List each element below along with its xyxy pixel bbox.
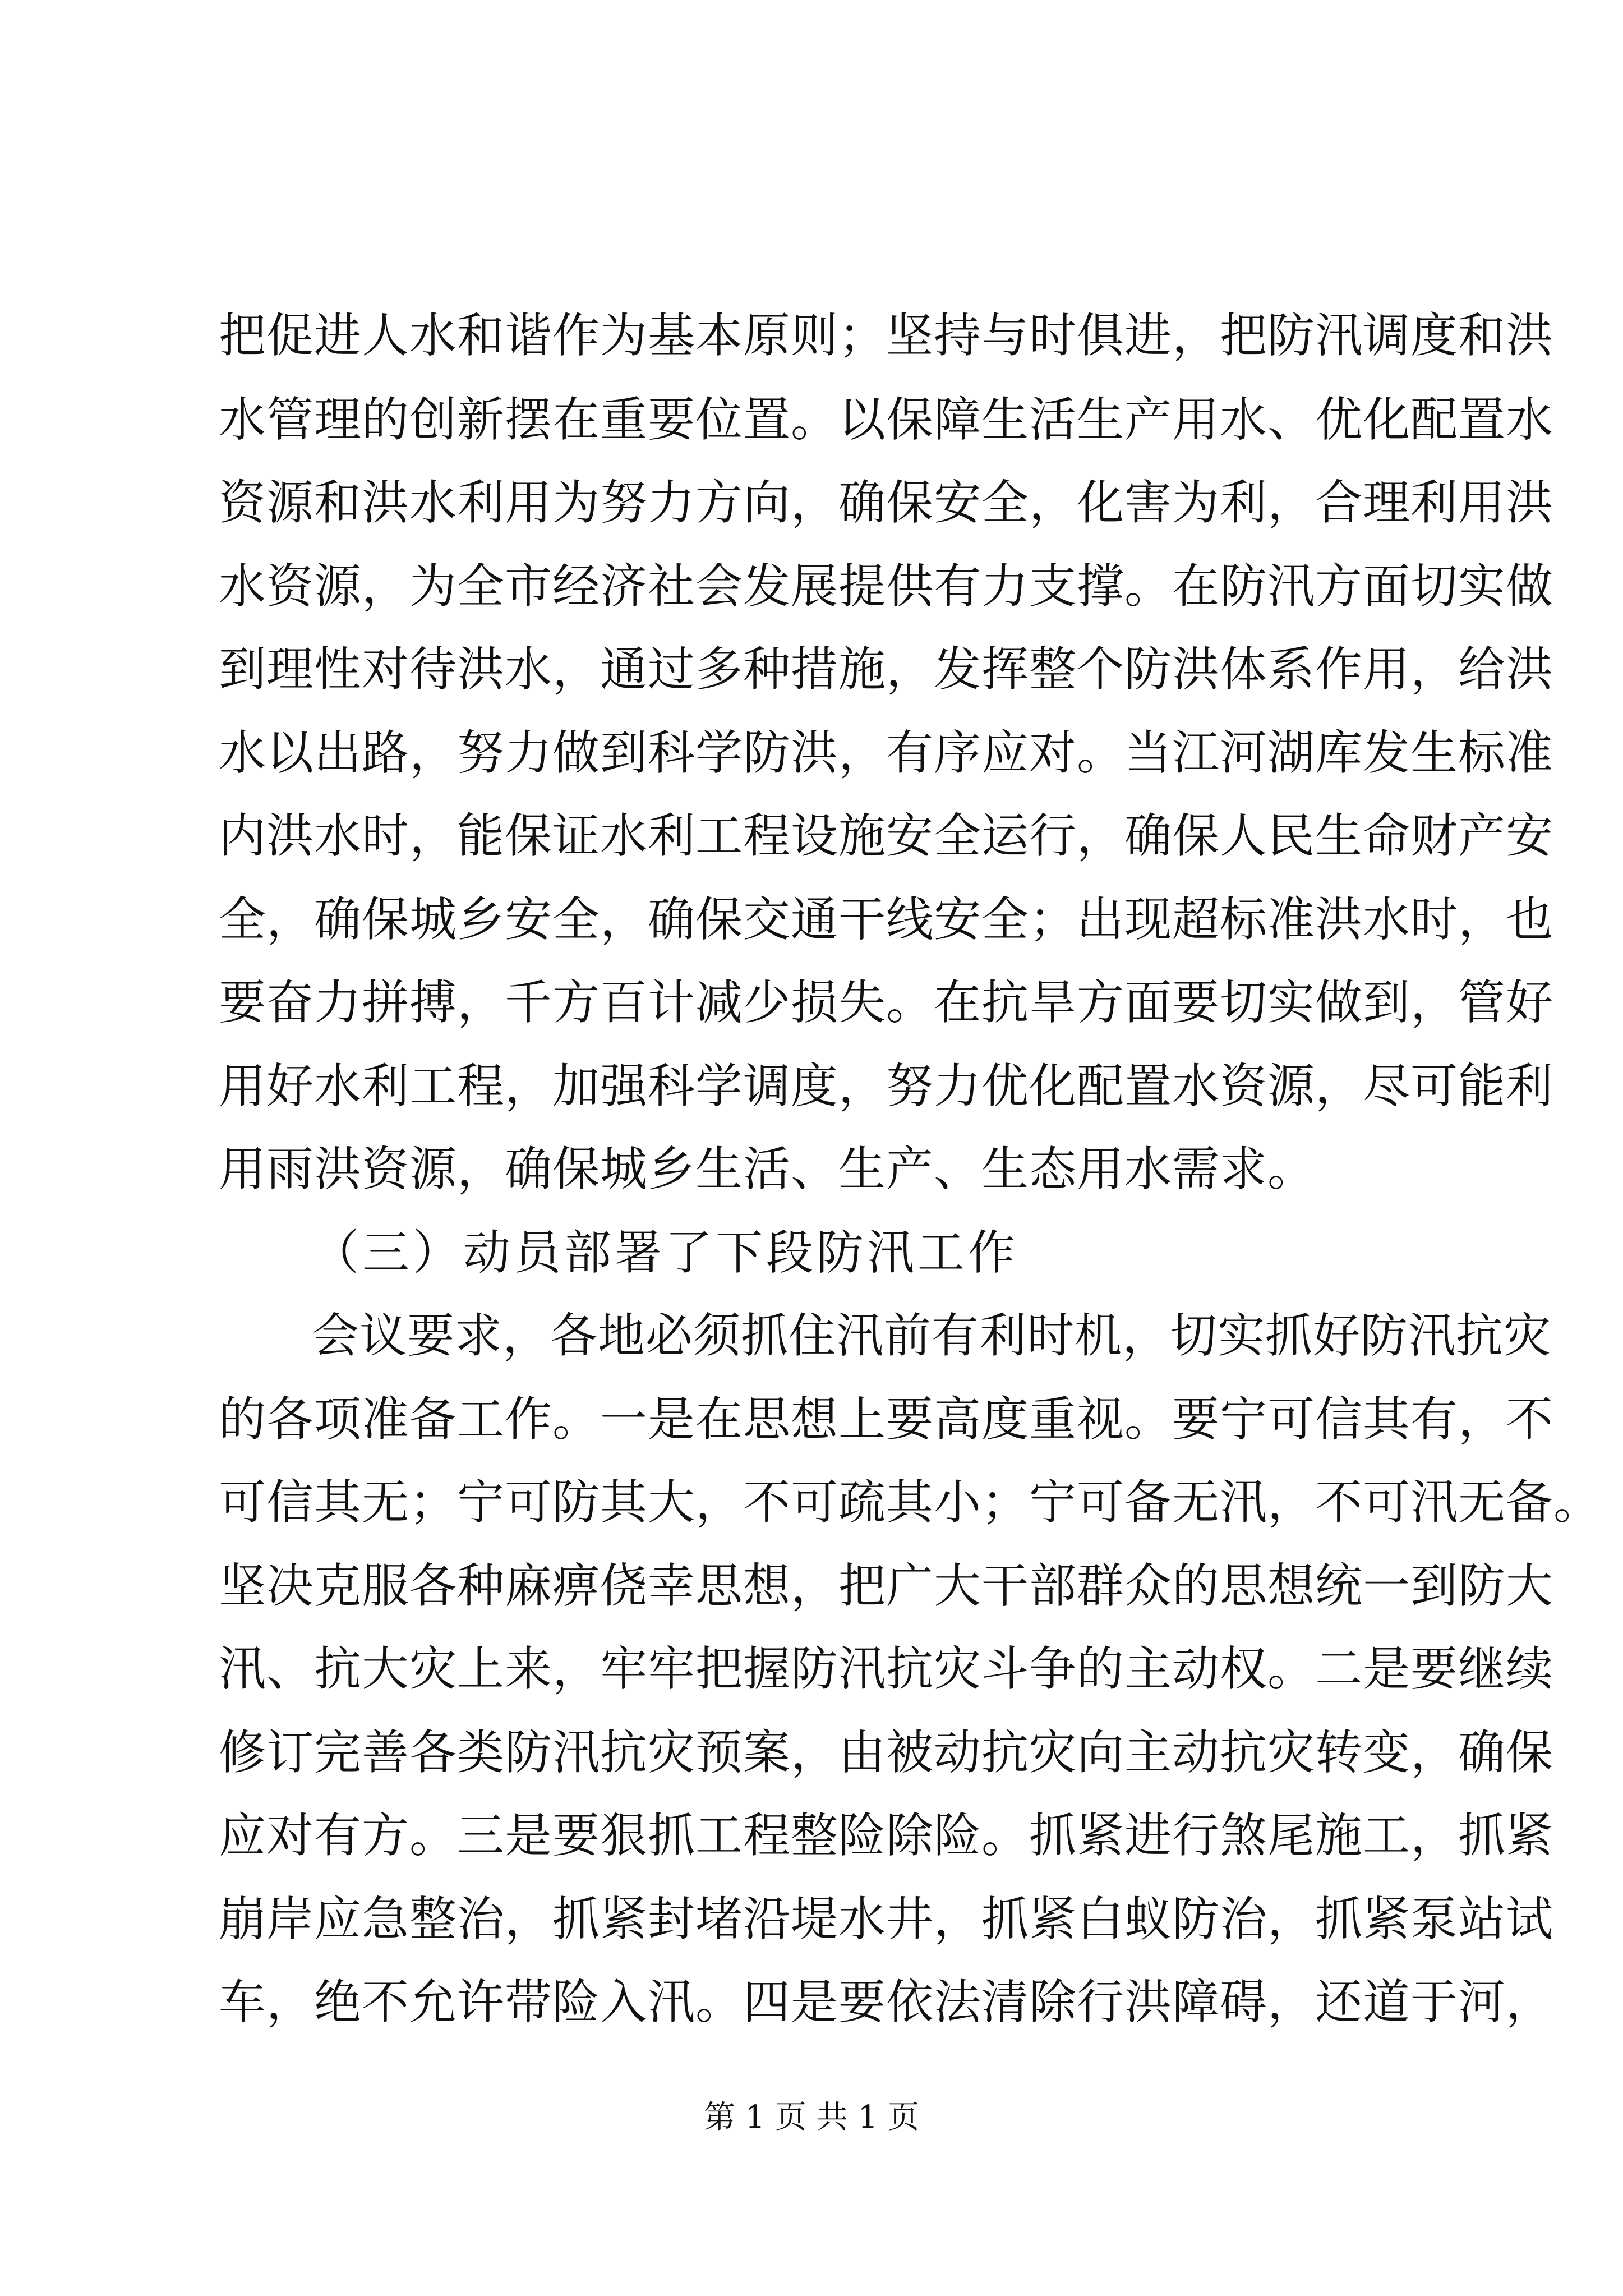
paragraph-line: 用好水利工程，加强科学调度，努力优化配置水资源，尽可能利 bbox=[219, 1059, 1554, 1114]
paragraph-line: 可信其无；宁可防其大，不可疏其小；宁可备无汛，不可汛无备。 bbox=[219, 1475, 1602, 1530]
paragraph-line: 会议要求，各地必须抓住汛前有利时机，切实抓好防汛抗灾 bbox=[312, 1308, 1552, 1363]
paragraph-line: 全，确保城乡安全，确保交通干线安全；出现超标准洪水时，也 bbox=[219, 892, 1554, 947]
paragraph-line: 水资源，为全市经济社会发展提供有力支撑。在防汛方面切实做 bbox=[219, 559, 1554, 614]
paragraph-line: 坚决克服各种麻痹侥幸思想，把广大干部群众的思想统一到防大 bbox=[219, 1558, 1554, 1613]
paragraph-line: 把促进人水和谐作为基本原则；坚持与时俱进，把防汛调度和洪 bbox=[219, 308, 1554, 363]
paragraph-line: 的各项准备工作。一是在思想上要高度重视。要宁可信其有，不 bbox=[219, 1392, 1554, 1447]
page-number-footer: 第 1 页 共 1 页 bbox=[703, 2099, 920, 2136]
paragraph-line: 车，绝不允许带险入汛。四是要依法清除行洪障碍，还道于河， bbox=[219, 1975, 1554, 2030]
section-heading: （三）动员部署了下段防汛工作 bbox=[312, 1225, 1019, 1280]
paragraph-line: 崩岸应急整治，抓紧封堵沿堤水井，抓紧白蚁防治，抓紧泵站试 bbox=[219, 1892, 1554, 1947]
paragraph-line: 水以出路，努力做到科学防洪，有序应对。当江河湖库发生标准 bbox=[219, 725, 1554, 780]
paragraph-line: 用雨洪资源，确保城乡生活、生产、生态用水需求。 bbox=[219, 1142, 1316, 1197]
paragraph-line: 汛、抗大灾上来，牢牢把握防汛抗灾斗争的主动权。二是要继续 bbox=[219, 1641, 1554, 1696]
paragraph-line: 修订完善各类防汛抗灾预案，由被动抗灾向主动抗灾转变，确保 bbox=[219, 1725, 1554, 1780]
paragraph-line: 资源和洪水利用为努力方向，确保安全，化害为利，合理利用洪 bbox=[219, 475, 1554, 530]
paragraph-line: 内洪水时，能保证水利工程设施安全运行，确保人民生命财产安 bbox=[219, 808, 1554, 863]
paragraph-line: 要奋力拼搏，千方百计减少损失。在抗旱方面要切实做到，管好 bbox=[219, 975, 1554, 1030]
paragraph-line: 应对有方。三是要狠抓工程整险除险。抓紧进行煞尾施工，抓紧 bbox=[219, 1808, 1554, 1863]
paragraph-line: 水管理的创新摆在重要位置。以保障生活生产用水、优化配置水 bbox=[219, 392, 1554, 447]
paragraph-line: 到理性对待洪水，通过多种措施，发挥整个防洪体系作用，给洪 bbox=[219, 642, 1554, 697]
